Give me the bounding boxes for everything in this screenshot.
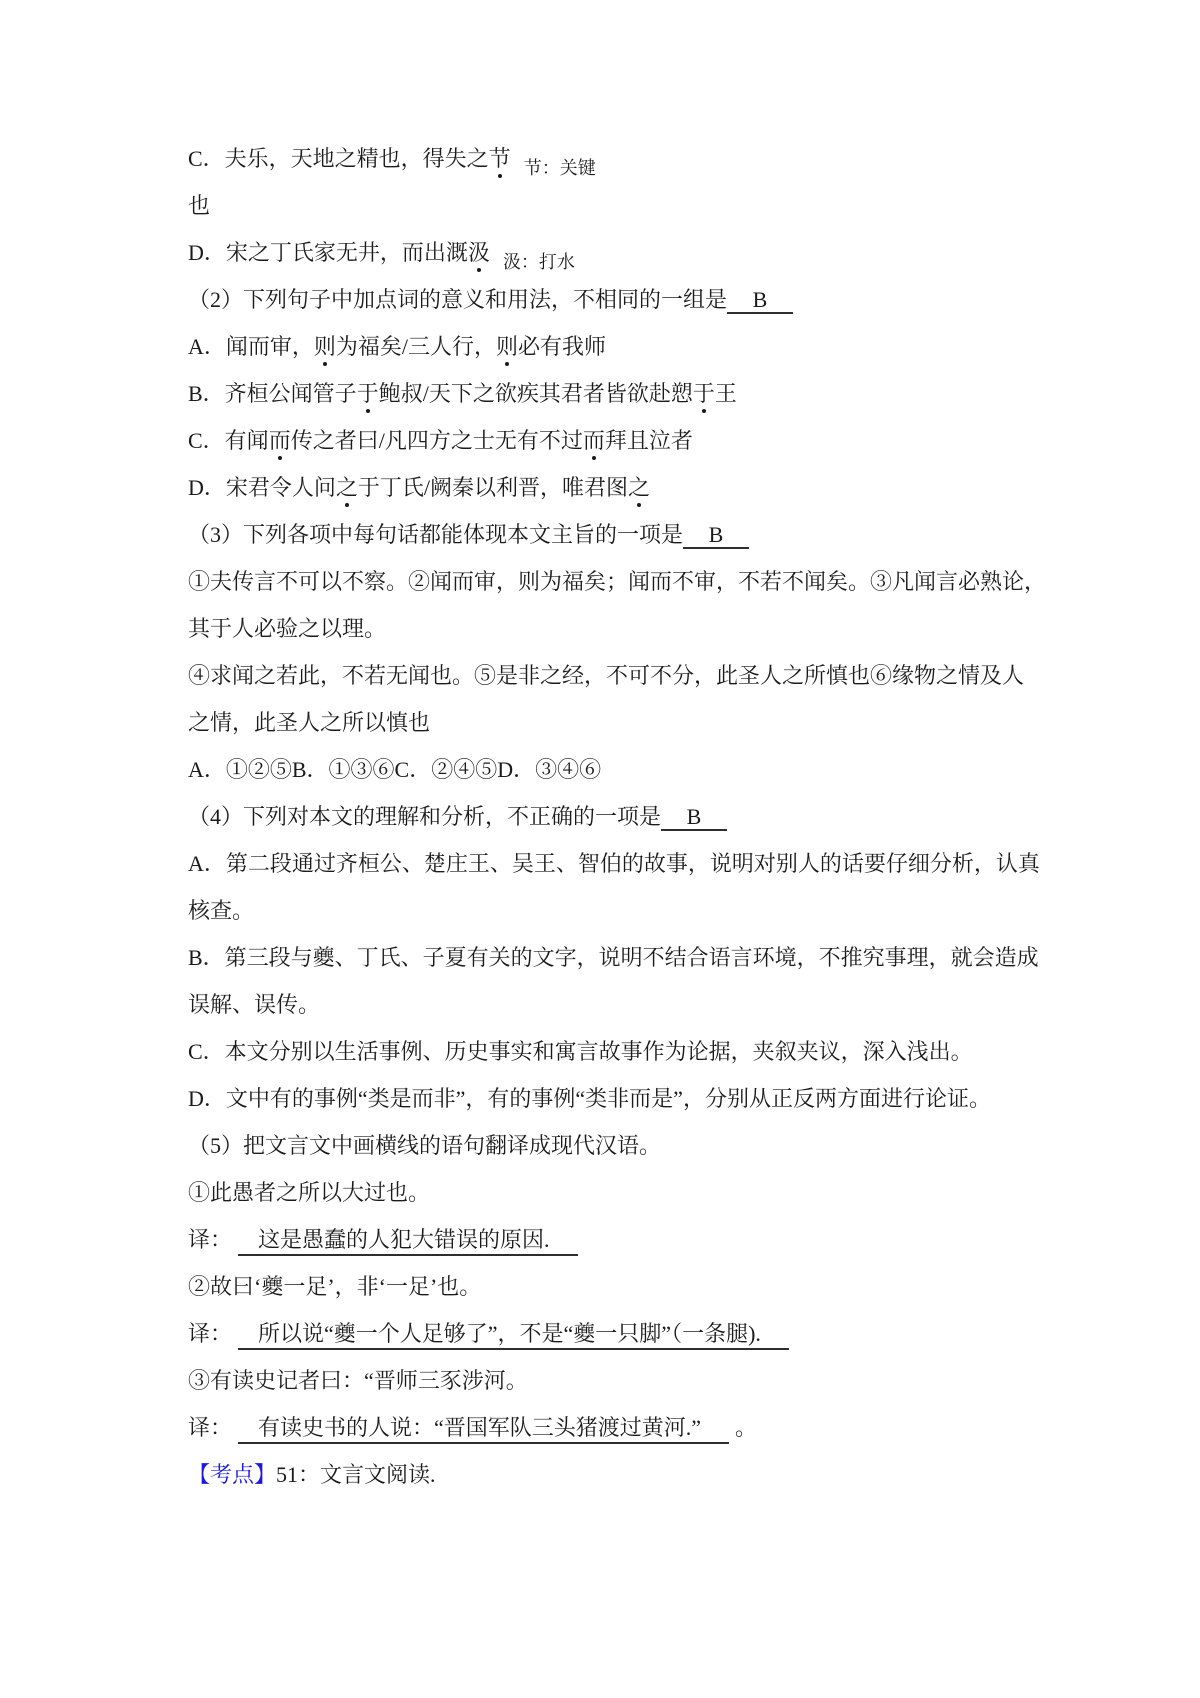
text-run: 也 — [188, 193, 211, 218]
kaodian — [188, 1462, 1020, 1488]
q3-passage-line3 — [188, 663, 1025, 689]
text-run: C．夫乐，天地之精也，得失之 — [188, 146, 489, 171]
q4-option-a-line1 — [188, 851, 1040, 877]
text-run: 拜且泣者 — [604, 428, 693, 453]
emphasized-char: 之 — [335, 475, 358, 500]
text-run: 必有我师 — [518, 334, 607, 359]
text-run: A．①②⑤B．①③⑥C．②④⑤D．③④⑥ — [188, 757, 602, 782]
q3-passage-line4 — [188, 710, 1020, 736]
text-run: C．有闻 — [188, 428, 269, 453]
text-run: 鲍叔/天下之欲疾其君者皆欲赴愬 — [378, 381, 693, 406]
q4-prompt — [188, 804, 1020, 830]
emphasized-char: 则 — [496, 334, 519, 359]
topic-label: 【考点】 — [188, 1462, 277, 1487]
q2-option-c — [188, 428, 1020, 454]
answer-underline: 有读史书的人说：“晋国军队三头猪渡过黄河.” — [238, 1416, 729, 1444]
text-run: B．齐桓公闻管子 — [188, 381, 357, 406]
q2-option-a — [188, 334, 1020, 360]
text-run: D．文中有的事例“类是而非”，有的事例“类非而是”，分别从正反两方面进行论证。 — [188, 1086, 991, 1111]
q4-option-d — [188, 1086, 1020, 1112]
text-run: ①此愚者之所以大过也。 — [188, 1180, 431, 1205]
q4-option-c — [188, 1039, 1020, 1065]
q2-option-b — [188, 381, 1020, 407]
text-run: （2）下列句子中加点词的意义和用法，不相同的一组是 — [188, 287, 728, 312]
gloss-note: 汲：打水 — [502, 252, 575, 272]
emphasized-char: 于 — [356, 381, 379, 406]
emphasized-char: 节 — [488, 146, 511, 171]
text-run: 误解、误传。 — [188, 992, 321, 1017]
emphasized-char: 而 — [582, 428, 605, 453]
text-run: ④求闻之若此，不若无闻也。⑤是非之经，不可不分，此圣人之所慎也⑥缘物之情及人 — [188, 663, 1025, 688]
q5-sentence-3 — [188, 1368, 1020, 1394]
text-run: C．本文分别以生活事例、历史事实和寓言故事作为论据，夹叙夹议，深入浅出。 — [188, 1039, 973, 1064]
text-run: A．闻而审， — [188, 334, 314, 359]
emphasized-char: 则 — [313, 334, 336, 359]
q1-option-c-line1 — [188, 146, 1020, 178]
text-run: 。 — [735, 1415, 758, 1440]
answer-underline: 这是愚蠢的人犯大错误的原因. — [238, 1228, 578, 1256]
gloss-note: 节：关键 — [523, 158, 596, 178]
q5-translation-2 — [188, 1321, 1020, 1347]
text-run: ③有读史记者曰：“晋师三豕涉河。 — [188, 1368, 528, 1393]
text-run: （4）下列对本文的理解和分析，不正确的一项是 — [188, 804, 662, 829]
q1-option-d — [188, 240, 1020, 272]
emphasized-char: 而 — [268, 428, 291, 453]
answer-blank: B — [661, 805, 727, 831]
emphasized-char: 于 — [692, 381, 715, 406]
text-run: 王 — [714, 381, 737, 406]
q5-prompt — [188, 1133, 1020, 1159]
q2-option-d — [188, 475, 1020, 501]
answer-underline: 所以说“夔一个人足够了”，不是“夔一只脚”（一条腿). — [238, 1322, 789, 1350]
text-run: 于丁氏/阙秦以利晋，唯君图 — [357, 475, 629, 500]
text-run: 译： — [188, 1227, 233, 1252]
text-run: （3）下列各项中每句话都能体现本文主旨的一项是 — [188, 522, 684, 547]
q3-prompt — [188, 522, 1020, 548]
text-run: 其于人必验之以理。 — [188, 616, 387, 641]
text-run: 译： — [188, 1321, 233, 1346]
text-run: ②故曰‘夔一足’，非‘一足’也。 — [188, 1274, 482, 1299]
text-run: ①夫传言不可以不察。②闻而审，则为福矣；闻而不审，不若不闻矣。③凡闻言必熟论， — [188, 569, 1047, 594]
answer-blank: B — [683, 523, 749, 549]
text-run: 传之者曰/凡四方之士无有不过 — [290, 428, 583, 453]
document-body — [188, 146, 1047, 1488]
text-run: D．宋之丁氏家无井，而出溉 — [188, 240, 468, 265]
q5-translation-3 — [188, 1415, 1020, 1441]
text-run: D．宋君令人问 — [188, 475, 336, 500]
text-run: （5）把文言文中画横线的语句翻译成现代汉语。 — [188, 1133, 662, 1158]
text-run: 核查。 — [188, 898, 255, 923]
text-run: 之情，此圣人之所以慎也 — [188, 710, 431, 735]
q5-sentence-1 — [188, 1180, 1020, 1206]
emphasized-char: 之 — [628, 475, 651, 500]
q1-option-c-line2 — [188, 193, 1020, 219]
text-run: 为福矣/三人行， — [335, 334, 497, 359]
q4-option-b-line2 — [188, 992, 1020, 1018]
text-run: 51：文言文阅读. — [276, 1462, 436, 1487]
q3-passage-line1 — [188, 569, 1047, 595]
q4-option-b-line1 — [188, 945, 1039, 971]
text-run: 译： — [188, 1415, 233, 1440]
text-run: A．第二段通过齐桓公、楚庄王、吴王、智伯的故事，说明对别人的话要仔细分析，认真 — [188, 851, 1040, 876]
q2-prompt — [188, 287, 1020, 313]
answer-blank: B — [727, 288, 793, 314]
emphasized-char: 汲 — [467, 240, 490, 265]
q5-translation-1 — [188, 1227, 1020, 1253]
q4-option-a-line2 — [188, 898, 1020, 924]
q3-passage-line2 — [188, 616, 1020, 642]
q5-sentence-2 — [188, 1274, 1020, 1300]
q3-options — [188, 757, 1020, 783]
text-run: B．第三段与夔、丁氏、子夏有关的文字，说明不结合语言环境，不推究事理，就会造成 — [188, 945, 1039, 970]
